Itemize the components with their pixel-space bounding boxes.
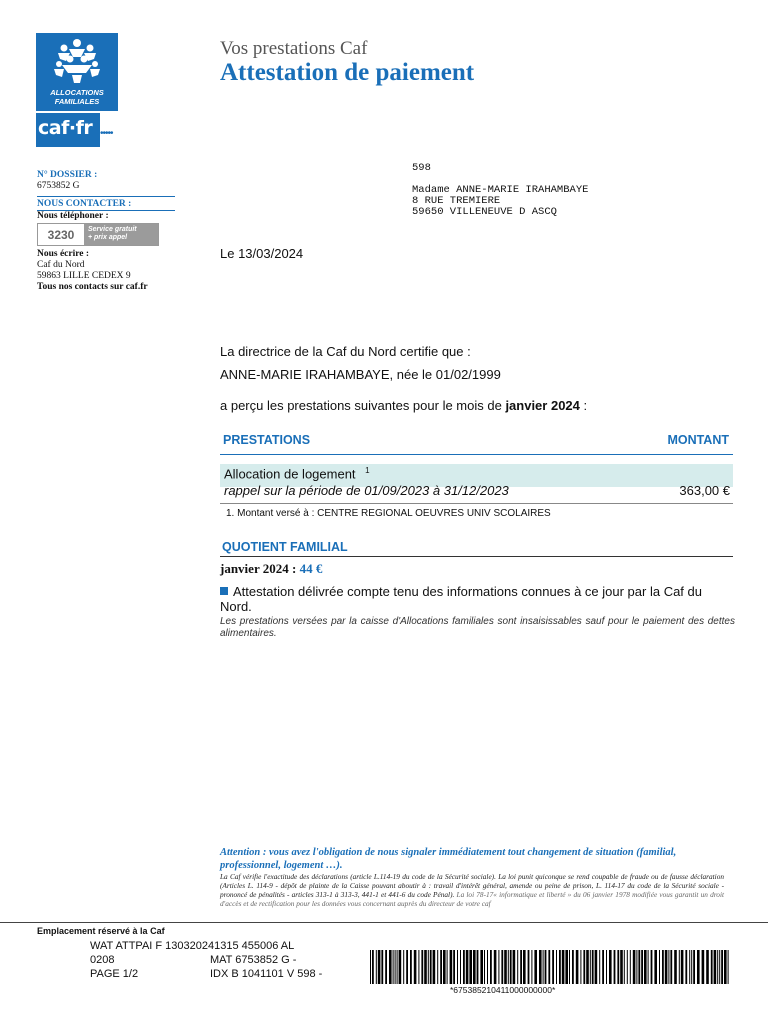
received-suffix: : — [579, 398, 588, 413]
phone-tag — [84, 224, 158, 245]
family-figures-icon — [50, 37, 104, 87]
reserved-area-label: Emplacement réservé à la Caf — [37, 926, 165, 936]
barcode-bar — [606, 950, 607, 984]
barcode-bar — [498, 950, 499, 984]
barcode-bar — [602, 950, 604, 984]
barcode-bar — [662, 950, 664, 984]
barcode-bar — [586, 950, 589, 984]
barcode-bar — [510, 950, 512, 984]
barcode-bar — [437, 950, 438, 984]
barcode-bar — [397, 950, 398, 984]
barcode-text: *675385210411000000000* — [450, 985, 556, 995]
barcode-bar — [469, 950, 472, 984]
caf-fr-wordmark: caf·fr — [38, 117, 93, 139]
barcode-bar — [447, 950, 448, 984]
barcode-bar — [559, 950, 561, 984]
barcode-bar — [714, 950, 717, 984]
table-header-rule — [220, 454, 733, 455]
recipient-street: 8 RUE TREMIERE — [412, 195, 501, 207]
routing-code-line: WAT ATTPAI F 130320241315 455006 AL — [90, 940, 295, 952]
barcode-bar — [372, 950, 374, 984]
barcode-bar — [414, 950, 417, 984]
barcode-bar — [590, 950, 591, 984]
barcode-bar — [466, 950, 469, 984]
header-subtitle: Vos prestations Caf — [220, 38, 368, 59]
logo-caption-allocations: ALLOCATIONS — [50, 88, 104, 97]
barcode-bar — [460, 950, 461, 984]
barcode-bar — [457, 950, 458, 984]
prestation-amount: 363,00 € — [679, 483, 730, 498]
barcode-bar — [487, 950, 488, 984]
barcode-bar — [679, 950, 680, 984]
barcode-bar — [473, 950, 476, 984]
prestation-name: Allocation de logement — [224, 466, 356, 482]
barcode-bar — [421, 950, 423, 984]
barcode-bar — [638, 950, 640, 984]
barcode-bar — [520, 950, 522, 984]
barcode-bar — [599, 950, 600, 984]
barcode-bar — [440, 950, 442, 984]
col-prestations: PRESTATIONS — [223, 433, 311, 447]
barcode-bar — [685, 950, 687, 984]
prestations-table-header — [220, 432, 733, 454]
barcode-bar — [691, 950, 692, 984]
barcode-bar — [689, 950, 690, 984]
barcode-bar — [641, 950, 643, 984]
contacts-link[interactable]: Tous nos contacts sur caf.fr — [37, 282, 148, 292]
barcode-bar — [389, 950, 392, 984]
recipient-name: Madame ANNE-MARIE IRAHAMBAYE — [412, 184, 589, 196]
barcode-bar — [428, 950, 429, 984]
barcode-bar — [523, 950, 526, 984]
barcode-bar — [569, 950, 570, 984]
prestation-label — [224, 466, 370, 481]
barcode-bar — [592, 950, 594, 984]
prestation-period: rappel sur la période de 01/09/2023 à 31/12/2023 — [224, 483, 509, 498]
quotient-rule — [220, 556, 733, 557]
dossier-label: N° DOSSIER : — [37, 170, 98, 180]
barcode-bar — [517, 950, 518, 984]
legal-notice — [220, 872, 724, 908]
beneficiary-line: ANNE-MARIE IRAHAMBAYE, née le 01/02/1999 — [220, 367, 501, 382]
write-label: Nous écrire : — [37, 249, 90, 259]
legal-text-faded: La loi 78-17« informatique et liberté » du 06 janvier 1978 modifiée vous garantit un droit d'accès et de rectification pour les données vous concernant auprès du directeur de votre caf — [220, 890, 725, 908]
barcode-bar — [376, 950, 377, 984]
barcode-bar — [721, 950, 723, 984]
table-footnote: 1. Montant versé à : CENTRE REGIONAL OEUVRES UNIV SCOLAIRES — [226, 508, 551, 519]
barcode-bar — [693, 950, 695, 984]
barcode-bar — [548, 950, 550, 984]
barcode-bar — [539, 950, 542, 984]
barcode-bar — [668, 950, 669, 984]
barcode-bar — [580, 950, 581, 984]
barcode-bar — [418, 950, 419, 984]
letter-date: Le 13/03/2024 — [220, 246, 304, 261]
phone-badge[interactable] — [37, 223, 159, 246]
barcode-bar — [674, 950, 677, 984]
barcode-bar — [430, 950, 432, 984]
barcode-bar — [406, 950, 408, 984]
quotient-separator: : — [288, 561, 300, 576]
barcode-bar — [504, 950, 507, 984]
caf-fr-dots: ••••• — [100, 128, 113, 139]
square-bullet-icon — [220, 587, 228, 595]
contact-label: NOUS CONTACTER : — [37, 199, 132, 209]
routing-code-line: MAT 6753852 G - — [210, 954, 297, 966]
barcode-bar — [531, 950, 532, 984]
quotient-value: 44 € — [299, 561, 323, 576]
routing-code-line: IDX B 1041101 V 598 - — [210, 968, 323, 980]
barcode-bar — [450, 950, 453, 984]
barcode-bar — [494, 950, 497, 984]
phone-tag-line: + prix appel — [88, 234, 128, 241]
insaisissable-notice: Les prestations versées par la caisse d'Allocations familiales sont insaisissables sauf pour le paiement des dettes alimentaires. — [220, 616, 735, 639]
barcode-bar — [443, 950, 446, 984]
barcode-bar — [393, 950, 394, 984]
barcode-bar — [513, 950, 516, 984]
recipient-ref: 598 — [412, 162, 431, 174]
barcode-bar — [644, 950, 647, 984]
barcode-bar — [614, 950, 616, 984]
barcode-bar — [381, 950, 383, 984]
barcode-bar — [477, 950, 479, 984]
barcode-bar — [576, 950, 579, 984]
col-montant: MONTANT — [667, 433, 729, 447]
barcode-bar — [728, 950, 729, 984]
barcode-bar — [565, 950, 568, 984]
barcode-bar — [463, 950, 465, 984]
barcode-bar — [719, 950, 720, 984]
barcode-bar — [697, 950, 700, 984]
footnote-marker: 1 — [365, 466, 370, 475]
quotient-title: QUOTIENT FAMILIAL — [222, 540, 348, 554]
phone-number: 3230 — [47, 227, 75, 242]
sidebar-divider — [37, 196, 175, 197]
logo-caption-familiales: FAMILIALES — [54, 97, 100, 106]
barcode-bar — [633, 950, 636, 984]
barcode-bar — [562, 950, 565, 984]
barcode-bar — [385, 950, 387, 984]
legal-text: La Caf vérifie l'exactitude des déclarations (article L.114-19 du code de la Sécurité sociale). La loi punit quiconque se rend coupable de fraude ou de fausse déclaration (Articles L. 114-9 - dépôt de plainte de la Caisse pouvant aboutir à : travail d'intérêt général, amende ou peine de prison, L. 114-17 du code de la Sécurité sociale - prononcé de pénalités - articles 313-1 à 313-3, 441-1 et 441-6 du code Pénal). — [220, 872, 724, 899]
barcode-bar — [410, 950, 412, 984]
phone-label: Nous téléphoner : — [37, 211, 109, 221]
barcode-bar — [665, 950, 668, 984]
barcode-bar — [706, 950, 709, 984]
barcode-bar — [617, 950, 619, 984]
barcode-bar — [395, 950, 396, 984]
reserved-area-rule — [0, 922, 768, 923]
barcode-bar — [433, 950, 436, 984]
barcode-bar — [545, 950, 547, 984]
barcode-bar — [543, 950, 544, 984]
caf-address-line: 59863 LILLE CEDEX 9 — [37, 271, 131, 281]
barcode-bar — [378, 950, 381, 984]
table-row-rule — [220, 503, 733, 504]
routing-code-line: PAGE 1/2 — [90, 968, 139, 980]
barcode-bar — [528, 950, 530, 984]
attestation-statement — [220, 584, 735, 614]
recipient-city: 59650 VILLENEUVE D ASCQ — [412, 206, 557, 218]
quotient-line — [220, 561, 322, 577]
barcode-bar — [702, 950, 705, 984]
caf-logo — [36, 33, 118, 111]
change-warning: Attention : vous avez l'obligation de nous signaler immédiatement tout changement de situation (familial, professionnel, logement …). — [220, 847, 677, 871]
barcode-bar — [583, 950, 585, 984]
barcode-bar — [717, 950, 718, 984]
barcode-bar — [630, 950, 631, 984]
received-line — [220, 398, 587, 413]
barcode-bar — [711, 950, 713, 984]
routing-code-line: 0208 — [90, 954, 115, 966]
barcode-bar — [609, 950, 612, 984]
received-prefix: a perçu les prestations suivantes pour le mois de — [220, 398, 506, 413]
barcode-bar — [453, 950, 455, 984]
barcode-graphic — [370, 950, 730, 984]
barcode-bar — [670, 950, 672, 984]
barcode-bar — [501, 950, 503, 984]
barcode-bar — [620, 950, 623, 984]
barcode-bar — [636, 950, 637, 984]
barcode-bar — [534, 950, 537, 984]
barcode-bar — [480, 950, 483, 984]
received-month: janvier 2024 — [505, 398, 580, 413]
barcode-bar — [403, 950, 404, 984]
barcode-bar — [552, 950, 554, 984]
barcode-bar — [648, 950, 649, 984]
barcode-bar — [595, 950, 598, 984]
barcode-bar — [424, 950, 427, 984]
barcode-bar — [556, 950, 557, 984]
barcode-bar — [654, 950, 657, 984]
barcode-bar — [624, 950, 625, 984]
attestation-text: Attestation délivrée compte tenu des informations connues à ce jour par la Caf du Nord. — [220, 584, 702, 614]
barcode-bar — [484, 950, 485, 984]
barcode-bar — [659, 950, 660, 984]
phone-tag-line: Service gratuit — [88, 226, 137, 233]
barcode-bar — [651, 950, 653, 984]
page-title: Attestation de paiement — [220, 59, 475, 86]
barcode-bar — [508, 950, 509, 984]
barcode-bar — [370, 950, 371, 984]
barcode-bar — [627, 950, 628, 984]
barcode-bar — [399, 950, 402, 984]
barcode-bar — [724, 950, 727, 984]
quotient-month: janvier 2024 — [220, 561, 289, 576]
barcode-bar — [490, 950, 492, 984]
certify-line: La directrice de la Caf du Nord certifie que : — [220, 344, 471, 359]
caf-address-line: Caf du Nord — [37, 260, 85, 270]
dossier-number: 6753852 G — [37, 181, 80, 191]
barcode-bar — [681, 950, 684, 984]
barcode-bar — [572, 950, 574, 984]
